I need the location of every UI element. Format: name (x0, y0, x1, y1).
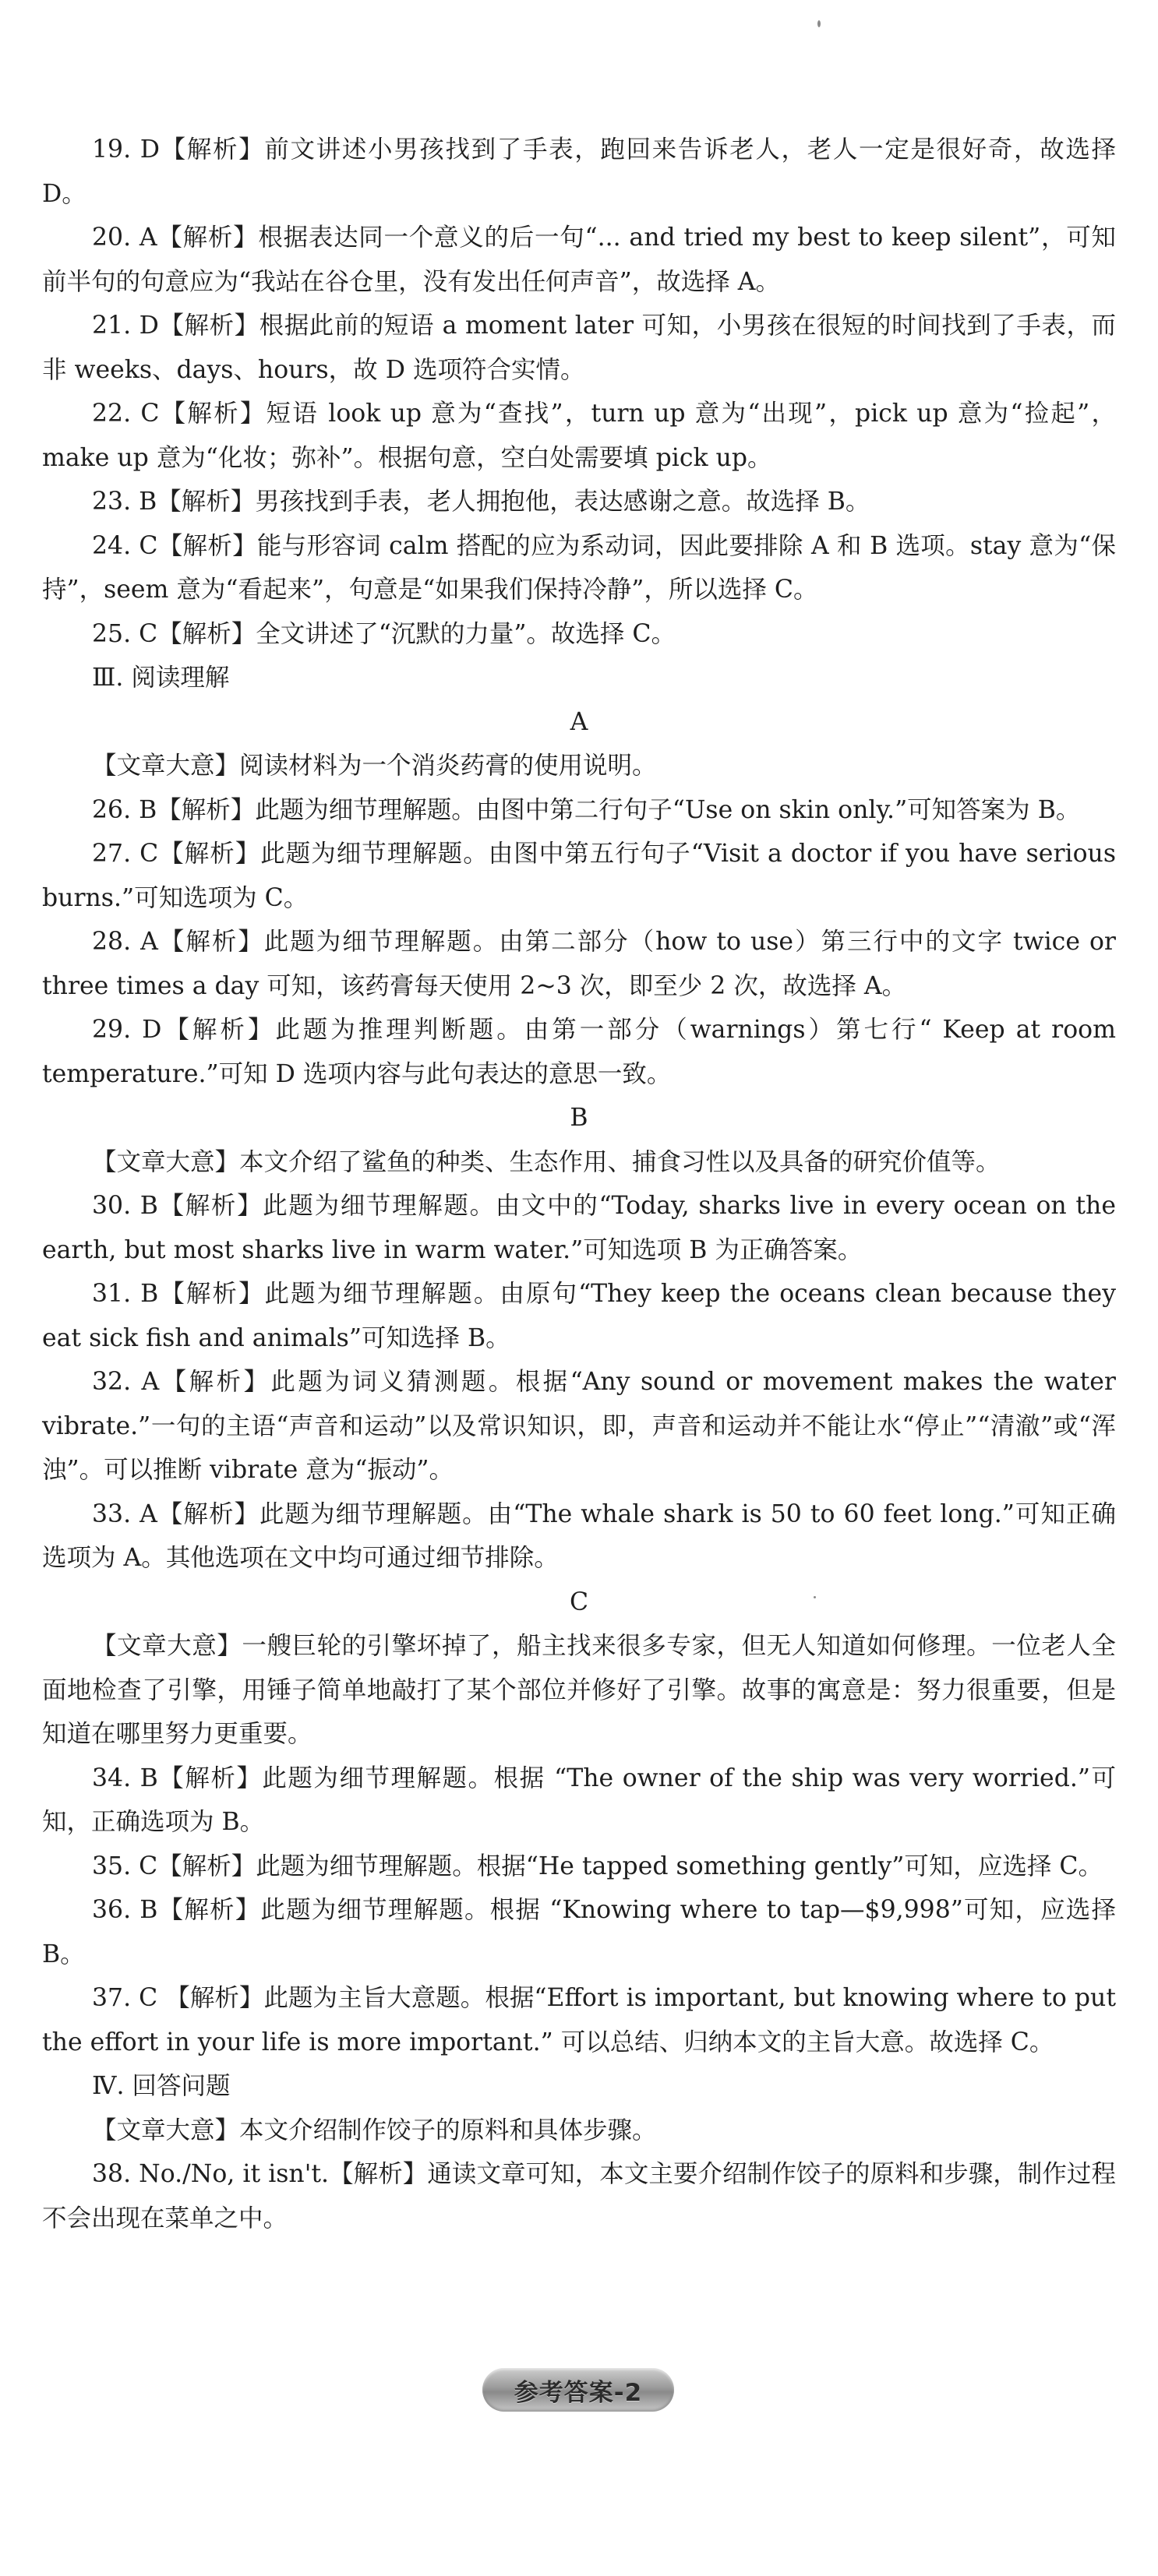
answer-paragraph: 34. B【解析】此题为细节理解题。根据 “The owner of the ship was very worried.”可知，正确选项为 B。 (42, 1764, 1116, 1836)
answer-content (42, 128, 1116, 2240)
answer-paragraph: Ⅳ. 回答问题 (92, 2072, 231, 2100)
answer-paragraph: 29. D【解析】此题为推理判断题。由第一部分（warnings）第七行“ Keep at room temperature.”可知 D 选项内容与此句表达的意思一致。 (42, 1016, 1116, 1088)
answer-paragraph: 22. C【解析】短语 look up 意为“查找”，turn up 意为“出现”，pick up 意为“捡起”，make up 意为“化妆；弥补”。根据句意，空白处需要填 pick up。 (42, 400, 1116, 472)
answer-paragraph: 30. B【解析】此题为细节理解题。由文中的“Today, sharks live in every ocean on the earth, but most sharks live in warm water.”可知选项 B 为正确答案。 (42, 1192, 1116, 1264)
page-number-label: 参考答案-2 (514, 2378, 643, 2407)
answer-paragraph: 27. C【解析】此题为细节理解题。由图中第五行句子“Visit a doctor if you have serious burns.”可知选项为 C。 (42, 840, 1116, 912)
answer-paragraph: 37. C 【解析】此题为主旨大意题。根据“Effort is important, but knowing where to put the effort in your life is more important.” 可以总结、归纳本文的主旨大意。故选择 C。 (42, 1984, 1116, 2056)
answer-paragraph: 32. A【解析】此题为词义猜测题。根据“Any sound or movement makes the water vibrate.”一句的主语“声音和运动”以及常识知识，即，声音和运动并不能让水“停止”“清澈”或“浑浊”。可以推断 vibrate 意为“振动”。 (42, 1368, 1116, 1484)
answer-paragraph: Ⅲ. 阅读理解 (92, 664, 230, 692)
answer-paragraph: 33. A【解析】此题为细节理解题。由“The whale shark is 50 to 60 feet long.”可知正确选项为 A。其他选项在文中均可通过细节排除。 (42, 1499, 1116, 1572)
answer-paragraph: 23. B【解析】男孩找到手表，老人拥抱他，表达感谢之意。故选择 B。 (92, 488, 870, 516)
answer-paragraph: 25. C【解析】全文讲述了“沉默的力量”。故选择 C。 (92, 619, 676, 648)
answer-paragraph: 【文章大意】本文介绍了鲨鱼的种类、生态作用、捕食习性以及具备的研究价值等。 (92, 1147, 1001, 1176)
page-number-badge (482, 2368, 674, 2412)
answer-paragraph: 36. B【解析】此题为细节理解题。根据 “Knowing where to tap—$9,998”可知，应选择 B。 (42, 1896, 1116, 1968)
answer-paragraph: 19. D【解析】前文讲述小男孩找到了手表，跑回来告诉老人，老人一定是很好奇，故选择 D。 (42, 136, 1116, 208)
answer-paragraph: 21. D【解析】根据此前的短语 a moment later 可知，小男孩在很短的时间找到了手表，而非 weeks、days、hours，故 D 选项符合实情。 (42, 312, 1116, 384)
answer-paragraph: 【文章大意】一艘巨轮的引擎坏掉了，船主找来很多专家，但无人知道如何修理。一位老人全面地检查了引擎，用锤子简单地敲打了某个部位并修好了引擎。故事的寓意是：努力很重要，但是知道在哪里努力更重要。 (42, 1632, 1116, 1748)
answer-paragraph: 28. A【解析】此题为细节理解题。由第二部分（how to use）第三行中的文字 twice or three times a day 可知，该药膏每天使用 2~3 次，即至少 2 次，故选择 A。 (42, 928, 1116, 1000)
answer-paragraph: 35. C【解析】此题为细节理解题。根据“He tapped something gently”可知，应选择 C。 (92, 1852, 1103, 1880)
answer-paragraph: 26. B【解析】此题为细节理解题。由图中第二行句子“Use on skin only.”可知答案为 B。 (92, 795, 1081, 824)
section-heading: B (570, 1104, 588, 1132)
answer-paragraph: 20. A【解析】根据表达同一个意义的后一句“... and tried my best to keep silent”，可知前半句的句意应为“我站在谷仓里，没有发出任何声音”，故选择 A。 (42, 224, 1116, 296)
answer-paragraph: 【文章大意】本文介绍制作饺子的原料和具体步骤。 (92, 2116, 657, 2144)
answer-paragraph: 38. No./No, it isn't.【解析】通读文章可知，本文主要介绍制作饺子的原料和步骤，制作过程不会出现在菜单之中。 (42, 2160, 1116, 2232)
scan-speck (817, 20, 821, 27)
section-heading: C (569, 1588, 589, 1616)
answer-paragraph: 【文章大意】阅读材料为一个消炎药膏的使用说明。 (92, 752, 657, 780)
scan-speck (814, 1596, 816, 1598)
section-heading: A (570, 707, 588, 736)
answer-paragraph: 31. B【解析】此题为细节理解题。由原句“They keep the oceans clean because they eat sick fish and animals”可知选择 B。 (42, 1280, 1116, 1352)
answer-paragraph: 24. C【解析】能与形容词 calm 搭配的应为系动词，因此要排除 A 和 B 选项。stay 意为“保持”，seem 意为“看起来”，句意是“如果我们保持冷静”，所以选择 C。 (42, 531, 1116, 604)
